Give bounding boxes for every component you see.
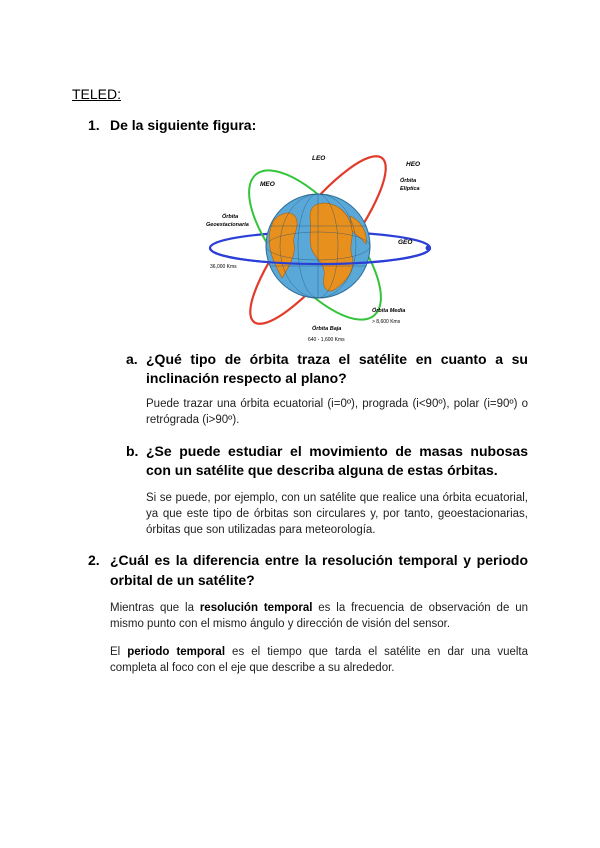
label-meo: MEO <box>260 181 275 188</box>
sub-question-a <box>126 350 528 388</box>
label-leo: LEO <box>312 155 326 162</box>
label-geoestacionaria-1: Órbita <box>222 214 239 220</box>
question-1 <box>88 117 256 133</box>
orbits-figure <box>200 140 440 348</box>
question-1-text: De la siguiente figura: <box>110 117 257 133</box>
answer-b: Si se puede, por ejemplo, con un satélite que realice una órbita ecuatorial, ya que este tipo de órbitas son circulares y, por tanto, geoestacionarias, órbitas que son utilizadas para meteorología. <box>146 492 528 536</box>
answer-2-paragraph-1 <box>110 600 528 632</box>
label-dist-geo: 36,000 Kms <box>210 264 237 270</box>
question-2-number: 2. <box>88 552 100 568</box>
answer-2-p1-after: es la frecuencia de observación de un mismo punto con el mismo ángulo y dirección de visión del sensor. <box>110 602 528 630</box>
answer-2-p1-bold: resolución temporal <box>199 602 313 614</box>
answer-2-p2-before: El <box>110 646 128 658</box>
label-orbita-eliptica-2: Elíptica <box>400 186 420 192</box>
page-title: TELED: <box>72 86 122 102</box>
sub-question-b-label: b. <box>126 443 139 459</box>
geo-satellite <box>426 246 431 251</box>
sub-question-a-text: ¿Qué tipo de órbita traza el satélite en cuanto a su inclinación respecto al plano? <box>146 351 528 386</box>
label-geoestacionaria-2: Geoestacionaria <box>206 222 249 228</box>
answer-2-p1-before: Mientras que la <box>110 602 200 614</box>
label-orbita-eliptica-1: Órbita <box>400 178 417 184</box>
sub-question-a-label: a. <box>126 351 138 367</box>
answer-2-p2-bold: periodo temporal <box>127 646 226 658</box>
label-heo: HEO <box>406 161 421 168</box>
answer-a: Puede trazar una órbita ecuatorial (i=0º), prograda (i<90º), polar (i=90º) o retrógrada (i>90º). <box>146 398 528 426</box>
answer-2-paragraph-2 <box>110 644 528 676</box>
orbits-diagram <box>200 140 440 348</box>
sub-question-b-text: ¿Se puede estudiar el movimiento de masas nubosas con un satélite que describa alguna de estas órbitas. <box>146 443 528 478</box>
label-orbita-baja: Órbita Baja <box>312 326 342 332</box>
label-dist-media: > 8,600 Kms <box>372 319 401 325</box>
label-geo: GEO <box>398 239 413 246</box>
question-1-number: 1. <box>88 117 100 133</box>
label-dist-baja: 640 - 1,600 Kms <box>308 337 345 343</box>
question-2 <box>88 550 528 590</box>
label-orbita-media: Órbita Media <box>372 308 406 314</box>
answer-2-p2-after: es el tiempo que tarda el satélite en dar una vuelta completa al foco con el eje que describe a su alrededor. <box>110 646 529 674</box>
sub-question-b <box>126 442 528 480</box>
question-2-text: ¿Cuál es la diferencia entre la resolución temporal y periodo orbital de un satélite? <box>110 552 528 588</box>
